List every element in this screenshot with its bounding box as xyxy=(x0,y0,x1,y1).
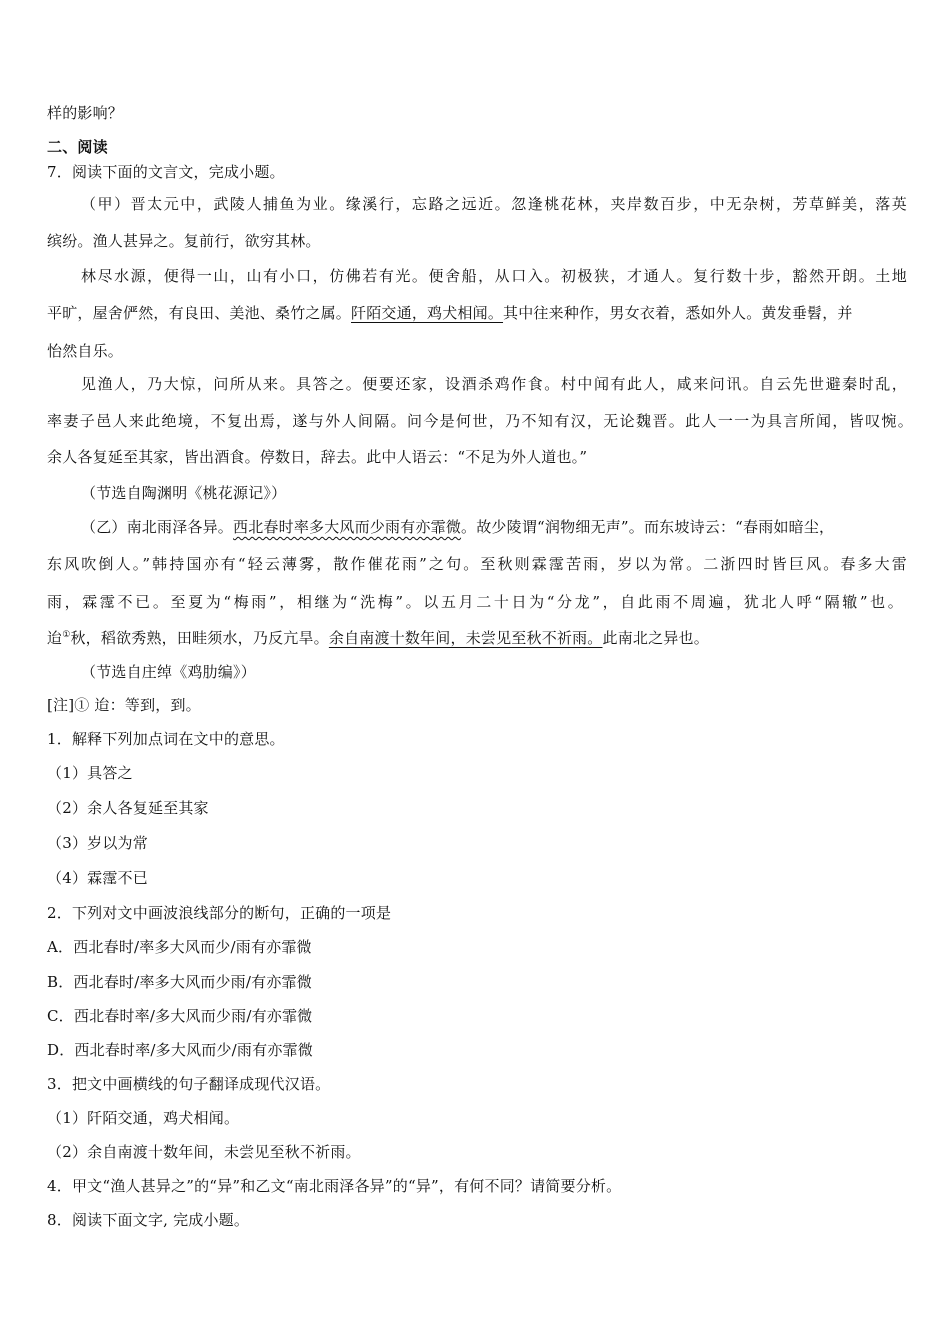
subquestion-1-item: （4）霖霪不已 xyxy=(47,869,148,887)
jia-para3-line3: 余人各复延至其家，皆出酒食。停数日，辞去。此中人语云：“不足为外人道也。” xyxy=(47,448,588,466)
jia-para3-line2: 率妻子邑人来此绝境，不复出焉，遂与外人间隔。问今是何世，乃不知有汉，无论魏晋。此人一一为具言所闻，皆叹惋。 xyxy=(47,412,913,430)
yi-line4-c: 此南北之异也。 xyxy=(602,629,709,647)
jia-para1-line2: 缤纷。渔人甚异之。复前行，欲穷其林。 xyxy=(47,232,321,250)
yi-line2: 东风吹倒人。”韩持国亦有“轻云薄雾，散作催花雨”之句。至秋则霖霪苦雨，岁以为常。二浙四时皆巨风。春多大雷 xyxy=(47,555,907,573)
option-a: A．西北春时/率多大风而少/雨有亦霏微 xyxy=(47,938,312,956)
subquestion-2-prompt: 2．下列对文中画波浪线部分的断句，正确的一项是 xyxy=(47,904,392,922)
wavy-underlined-sentence: 西北春时率多大风而少雨有亦霏微 xyxy=(233,518,462,536)
yi-line4 xyxy=(47,628,709,648)
jia-para2-line2-a: 平旷，屋舍俨然，有良田、美池、桑竹之属。 xyxy=(47,304,352,322)
subquestion-4-prompt: 4．甲文“渔人甚异之”的“异”和乙文“南北雨泽各异”的“异”，有何不同？请简要分析。 xyxy=(47,1177,622,1195)
subquestion-1-item: （3）岁以为常 xyxy=(47,834,148,852)
jia-para2-line2 xyxy=(47,303,853,323)
jia-para2-line2-b: 其中往来种作，男女衣着，悉如外人。黄发垂髫，并 xyxy=(503,304,853,322)
question-7-prompt: 7．阅读下面的文言文，完成小题。 xyxy=(47,163,285,181)
yi-line1 xyxy=(81,517,834,537)
yi-line1-a: （乙）南北雨泽各异。 xyxy=(81,518,234,536)
option-b: B．西北春时/率多大风而少雨/有亦霏微 xyxy=(47,973,312,991)
underlined-sentence-1: 阡陌交通，鸡犬相闻。 xyxy=(351,304,504,322)
jia-para1-line1: （甲）晋太元中，武陵人捕鱼为业。缘溪行，忘路之远近。忽逢桃花林，夹岸数百步，中无杂树，芳草鲜美，落英 xyxy=(81,195,907,213)
yi-line1-b: 。故少陵谓“润物细无声”。而东坡诗云：“春雨如暗尘， xyxy=(461,518,835,536)
yi-source: （节选自庄绰《鸡肋编》） xyxy=(81,663,256,681)
option-d: D．西北春时率/多大风而少/雨有亦霏微 xyxy=(47,1041,313,1059)
footnote-marker: ① xyxy=(62,630,71,640)
footnote: [注]① 迨：等到，到。 xyxy=(47,696,201,714)
continued-text: 样的影响？ xyxy=(47,104,124,122)
subquestion-3-prompt: 3．把文中画横线的句子翻译成现代汉语。 xyxy=(47,1075,331,1093)
yi-line4-b: 秋，稻欲秀熟，田畦须水，乃反亢旱。 xyxy=(70,629,329,647)
option-c: C．西北春时率/多大风而少雨/有亦霏微 xyxy=(47,1007,313,1025)
yi-line3: 雨，霖霪不已。至夏为“梅雨”，相继为“洗梅”。以五月二十日为“分龙”，自此雨不周遍，犹北人呼“隔辙”也。 xyxy=(47,593,903,611)
subquestion-1-item: （2）余人各复延至其家 xyxy=(47,799,209,817)
underlined-sentence-2: 余自南渡十数年间，未尝见至秋不祈雨。 xyxy=(328,629,603,647)
subquestion-3-item: （1）阡陌交通，鸡犬相闻。 xyxy=(47,1109,240,1127)
jia-para2-line3: 怡然自乐。 xyxy=(47,342,124,360)
subquestion-1-item: （1）具答之 xyxy=(47,764,133,782)
subquestion-1-prompt: 1．解释下列加点词在文中的意思。 xyxy=(47,730,285,748)
question-8-prompt: 8．阅读下面文字, 完成小题。 xyxy=(47,1211,250,1229)
subquestion-3-item: （2）余自南渡十数年间，未尝见至秋不祈雨。 xyxy=(47,1143,361,1161)
yi-line4-a: 迨 xyxy=(47,629,63,647)
jia-source: （节选自陶渊明《桃花源记》） xyxy=(81,484,287,502)
section-heading: 二、阅读 xyxy=(47,138,108,156)
jia-para3-line1: 见渔人，乃大惊，问所从来。具答之。便要还家，设酒杀鸡作食。村中闻有此人，咸来问讯。自云先世避秦时乱， xyxy=(81,375,907,393)
jia-para2-line1: 林尽水源，便得一山，山有小口，仿佛若有光。便舍船，从口入。初极狭，才通人。复行数十步，豁然开朗。土地 xyxy=(81,267,907,285)
